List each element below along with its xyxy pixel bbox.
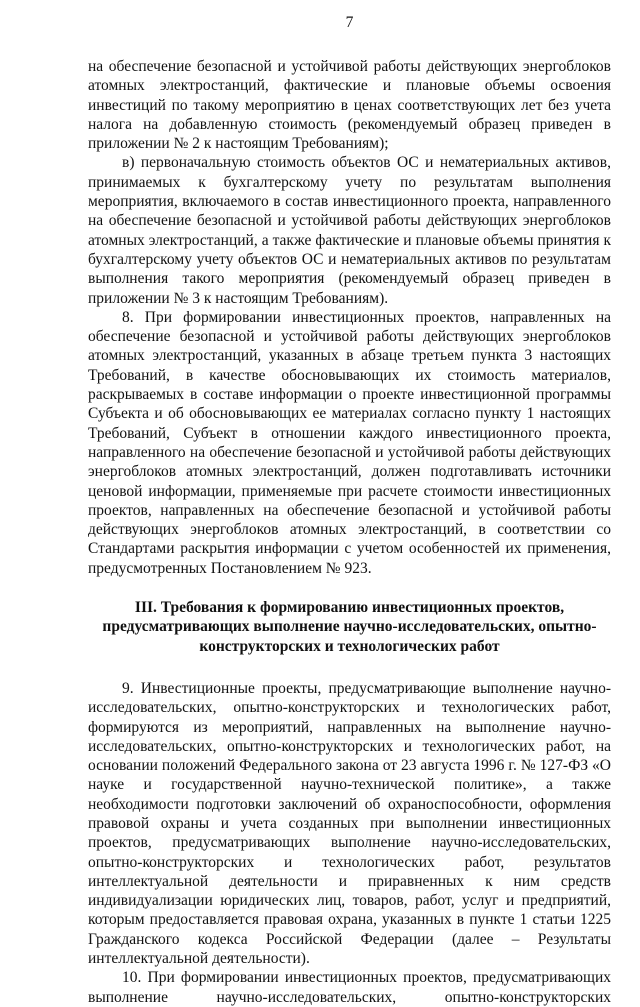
page-number: 7 (345, 14, 354, 31)
paragraph-item-9: 9. Инвестиционные проекты, предусматривающие выполнение научно-исследовательских, опытно-конструкторских и технологических работ, формируются из мероприятий, направленных на выполнение научно-исследовательских, опытно-конструкторских и технологических работ, на основании положений Федерального закона от 23 августа 1996 г. № 127-ФЗ «О науке и государственной научно-технической политике», а также необходимости подготовки заключений об охраноспособности, оформления правовой охраны и учета созданных при выполнении инвестиционных проектов, предусматривающих выполнение научно-исследовательских, опытно-конструкторских и технологических работ, результатов интеллектуальной деятельности и приравненных к ним средств индивидуализации юридических лиц, товаров, работ, услуг и предприятий, которым предоставляется правовая охрана, указанных в пункте 1 статьи 1225 Гражданского кодекса Российской Федерации (далее – Результаты интеллектуальной деятельности). (88, 679, 611, 968)
paragraph-item-8: 8. При формировании инвестиционных проектов, направленных на обеспечение безопасной и устойчивой работы действующих энергоблоков атомных электростанций, указанных в абзаце третьем пункта 3 настоящих Требований, в качестве обосновывающих их стоимость материалов, раскрываемых в составе информации о проекте инвестиционной программы Субъекта и об обосновывающих ее материалах согласно пункту 1 настоящих Требований, Субъект в отношении каждого инвестиционного проекта, направленного на обеспечение безопасной и устойчивой работы действующих энергоблоков атомных электростанций, должен подготавливать источники ценовой информации, применяемые при расчете стоимости инвестиционных проектов, направленных на обеспечение безопасной и устойчивой работы действующих энергоблоков атомных электростанций, в соответствии со Стандартами раскрытия информации с учетом особенностей их применения, предусмотренных Постановлением № 923. (88, 308, 611, 577)
document-page (88, 14, 611, 1007)
paragraph-item-v: в) первоначальную стоимость объектов ОС и нематериальных активов, принимаемых к бухгалтерскому учету по результатам выполнения мероприятия, включаемого в состав инвестиционного проекта, направленного на обеспечение безопасной и устойчивой работы действующих энергоблоков атомных электростанций, а также фактические и плановые объемы принятия к бухгалтерскому учету объектов ОС и нематериальных активов по результатам выполнения такого мероприятия (рекомендуемый образец приведен в приложении № 3 к настоящим Требованиям). (88, 154, 611, 307)
section-heading: III. Требования к формированию инвестиционных проектов, предусматривающих выполнение научно-исследовательских, опытно-конструкторских и технологических работ (102, 599, 597, 655)
paragraph-item-10: 10. При формировании инвестиционных проектов, предусматривающих выполнение научно-исследовательских, опытно-конструкторских (88, 969, 611, 1006)
paragraph-continuation: на обеспечение безопасной и устойчивой работы действующих энергоблоков атомных электростанций, фактические и плановые объемы освоения инвестиций по такому мероприятию в ценах соответствующих лет без учета налога на добавленную стоимость (рекомендуемый образец приведен в приложении № 2 к настоящим Требованиям); (88, 58, 611, 153)
